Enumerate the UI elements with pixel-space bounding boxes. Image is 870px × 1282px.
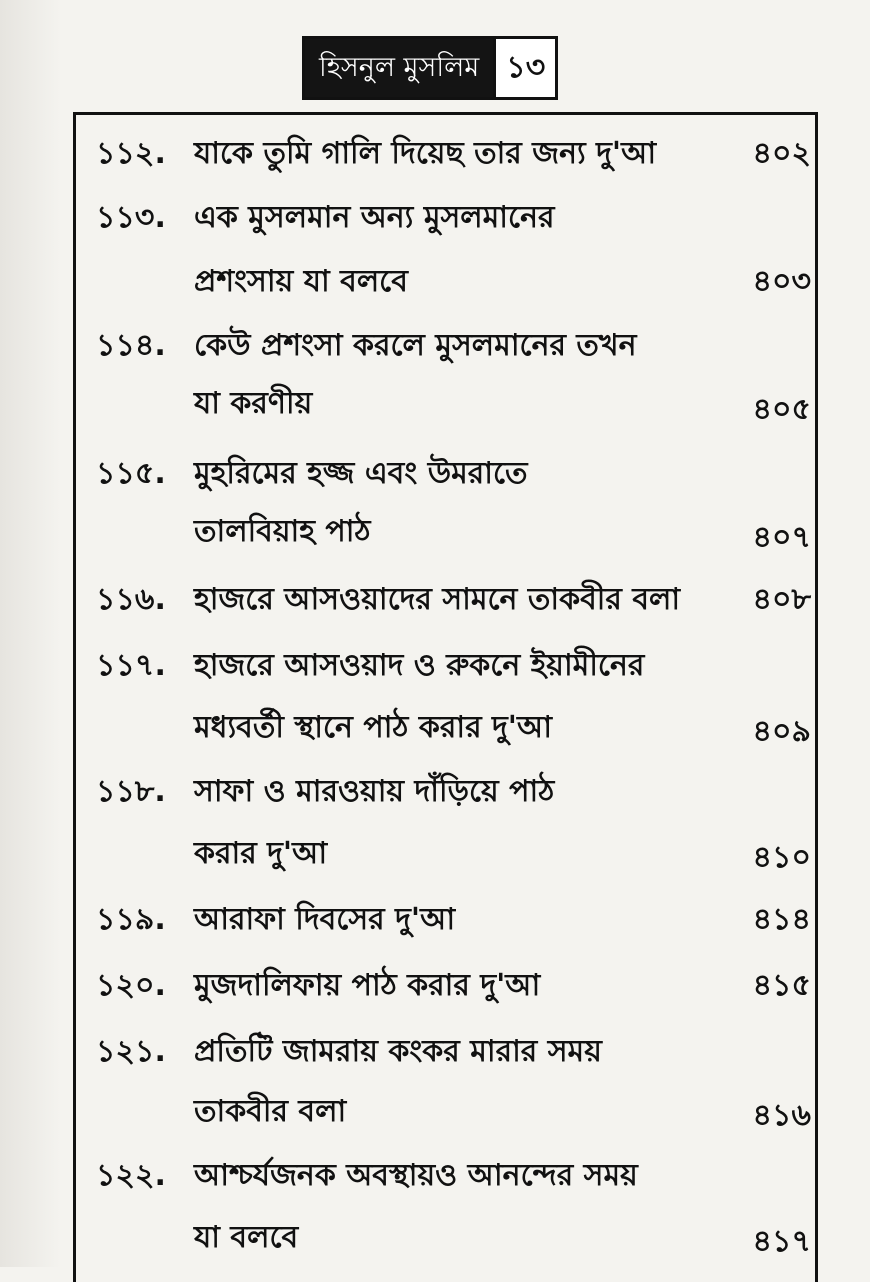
entry-page-number: ৪০৩ (752, 264, 811, 299)
entry-page-number: ৪০৮ (752, 582, 811, 617)
entry-page-number: ৪১৪ (752, 902, 811, 937)
entry-title-line: তাকবীর বলা (194, 1094, 347, 1129)
entry-page-number: ৪১৭ (752, 1224, 811, 1259)
entry-title-line: যা বলবে (194, 1220, 299, 1255)
entry-title-line: হাজরে আসওয়াদ ও রুকনে ইয়ামীনের (194, 648, 645, 683)
table-of-contents (73, 112, 818, 1282)
entry-number: ১২০. (96, 968, 166, 1003)
entry-title-line: মুজদালিফায় পাঠ করার দু'আ (194, 968, 541, 1003)
entry-title-line: যা করণীয় (194, 386, 313, 421)
entry-number: ১১৫. (96, 456, 166, 491)
entry-number: ১১৩. (96, 200, 166, 235)
entry-title-line: যাকে তুমি গালি দিয়েছ তার জন্য দু'আ (194, 136, 657, 171)
entry-title-line: সাফা ও মারওয়ায় দাঁড়িয়ে পাঠ (194, 774, 555, 809)
entry-title-line: করার দু'আ (194, 836, 328, 871)
entry-title-line: মধ্যবর্তী স্থানে পাঠ করার দু'আ (194, 710, 552, 745)
entry-title-line: প্রতিটি জামরায় কংকর মারার সময় (194, 1034, 602, 1069)
entry-title-line: আশ্চর্যজনক অবস্থায়ও আনন্দের সময় (194, 1158, 638, 1193)
entry-page-number: ৪১৬ (752, 1098, 811, 1133)
entry-page-number: ৪০৭ (752, 520, 811, 555)
entry-number: ১২১. (96, 1034, 166, 1069)
entry-page-number: ৪০২ (752, 136, 811, 171)
entry-number: ১২২. (96, 1158, 166, 1193)
entry-title-line: মুহরিমের হজ্জ এবং উমরাতে (194, 456, 528, 491)
entry-title-line: তালবিয়াহ পাঠ (194, 514, 371, 549)
entry-number: ১১৭. (96, 648, 166, 683)
entry-number: ১১৮. (96, 774, 166, 809)
entry-title-line: প্রশংসায় যা বলবে (194, 264, 408, 299)
entry-number: ১১৬. (96, 582, 166, 617)
entry-title-line: এক মুসলমান অন্য মুসলমানের (194, 200, 555, 235)
entry-number: ১১৯. (96, 902, 166, 937)
page-number: ১৩ (493, 39, 555, 97)
entry-title-line: কেউ প্রশংসা করলে মুসলমানের তখন (194, 328, 637, 363)
page-edge-shadow (0, 0, 60, 1267)
entry-number: ১১৪. (96, 328, 166, 363)
entry-page-number: ৪১০ (752, 840, 811, 875)
entry-title-line: আরাফা দিবসের দু'আ (194, 902, 456, 937)
entry-page-number: ৪০৫ (752, 392, 811, 427)
entry-page-number: ৪০৯ (752, 714, 811, 749)
entry-page-number: ৪১৫ (752, 968, 811, 1003)
entry-number: ১১২. (96, 136, 166, 171)
entry-title-line: হাজরে আসওয়াদের সামনে তাকবীর বলা (194, 582, 681, 617)
running-header (302, 36, 558, 100)
book-title: হিসনুল মুসলিম (305, 39, 493, 97)
